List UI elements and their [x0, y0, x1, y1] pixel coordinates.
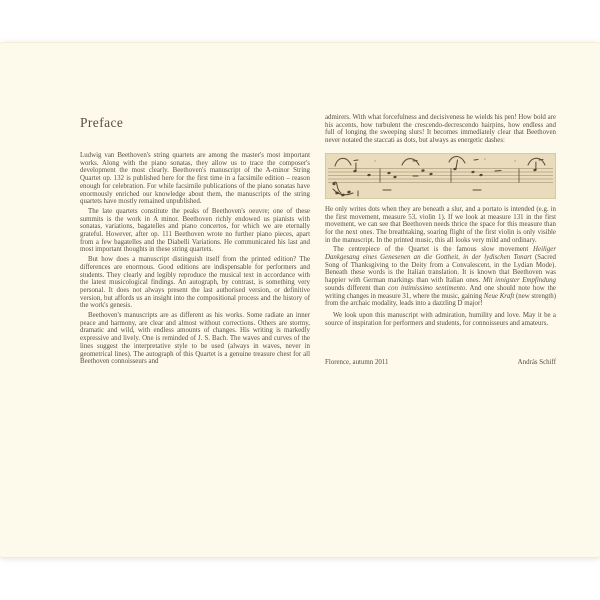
- page-title: Preface: [80, 115, 124, 130]
- text-run: (Sacred Song of Thanksgiving to the Deity from a Convalescent, in the Lydian Mode). Beneath these words is the Italian translation. It is known that Beethoven was happier with German markings than with Italian ones.: [325, 254, 556, 285]
- text-run-italic: con intimissimo sentimento: [388, 284, 466, 292]
- paragraph: The late quartets constitute the peaks of Beethoven's oeuvre; one of these summits is the work in A minor. Beethoven richly endowed us pianists with sonatas, variations, bagatelles and piano concertos, for which we are eternally grateful. However, after op. 111 Beethoven wrote no further piano pieces, apart from a few bagatelles and the Diabelli Variations. He communicated his last and most important thoughts in these string quartets.: [80, 207, 310, 254]
- place-date: Florence, autumn 2011: [325, 359, 389, 366]
- text-run: The centrepiece of the Quartet is the famous slow movement: [333, 246, 534, 254]
- handwritten-music-excerpt-icon: [325, 153, 556, 199]
- manuscript-facsimile-image: [325, 153, 556, 199]
- text-run: . And one should note how the writing changes in measure 31, where the music, gaining: [325, 284, 556, 300]
- signature-line: [325, 359, 556, 366]
- paragraph: But how does a manuscript distinguish itself from the printed edition? The differences are enormous. Good editions are indispensable for performers and students. They clearly and legibly reproduce the musical text in accordance with the latest musicological findings. An autograph, by contrast, is something very personal. It does not always present the last authorised version, or definitive version, but affords us an insight into the compositional process and the history of the work's genesis.: [80, 256, 310, 310]
- text-run-italic: Heiliger Dankgesang eines Genesenen an die Gottheit, in der lydischen Tonart: [325, 246, 556, 262]
- paragraph: admirers. With what forcefulness and decisiveness he wields his pen! How bold are his accents, how turbulent the crescendo-decrescendo hairpins, how endless and full of longing the sweeping slurs! It becomes immediately clear that Beethoven never notated the staccati as dots, but always as energetic dashes:: [325, 114, 556, 145]
- paragraph: We look upon this manuscript with admiration, humility and love. May it be a source of inspiration for performers and students, for connoisseurs and amateurs.: [325, 311, 556, 327]
- paragraph: Ludwig van Beethoven's string quartets are among the master's most important works. Along with the piano sonatas, they allow us to trace the composer's development the most clearly. Beethoven's manuscript of the A-minor String Quartet op. 132 is published here for the first time in a facsimile edition – reason enough for celebration. For while facsimile publications of the piano sonatas have enormously enriched our knowledge about them, the manuscripts of the string quartets have mostly remained unpublished.: [80, 152, 310, 206]
- paragraph-centrepiece: [325, 246, 556, 308]
- text-run-italic: Neue Kraft: [483, 292, 515, 300]
- left-text-column: [80, 152, 310, 366]
- text-run: (new strength) from the archaic modality, leads into a dazzling D major!: [325, 292, 556, 308]
- text-run-italic: Mit innigster Empfindung: [482, 277, 556, 285]
- text-run: sounds different than: [325, 284, 389, 292]
- book-page: [0, 42, 600, 558]
- author-name: András Schiff: [517, 359, 556, 366]
- paragraph: He only writes dots when they are beneath a slur, and a portato is intended (e.g. in the first movement, measure 53, violin 1). If we look at measure 131 in the first movement, we can see that Beethoven needs thrice the space for this measure than for the next ones. The breathtaking, soaring flight of the first violin is only visible in the manuscript. In the printed music, this all looks very mild and ordinary.: [325, 205, 556, 244]
- paragraph: Beethoven's manuscripts are as different as his works. Some radiate an inner peace and harmony, are clear and almost without corrections. Others are stormy, dramatic and wild, with endless amounts of changes. His writing is markedly expressive and lively. One is reminded of J. S. Bach. The waves and curves of the lines suggest the interpretative style to be used (always in waves, never in geometrical lines). The autograph of this Quartet is a genuine treasure chest for all Beethoven connoisseurs and: [80, 312, 310, 366]
- right-text-column: [325, 114, 556, 327]
